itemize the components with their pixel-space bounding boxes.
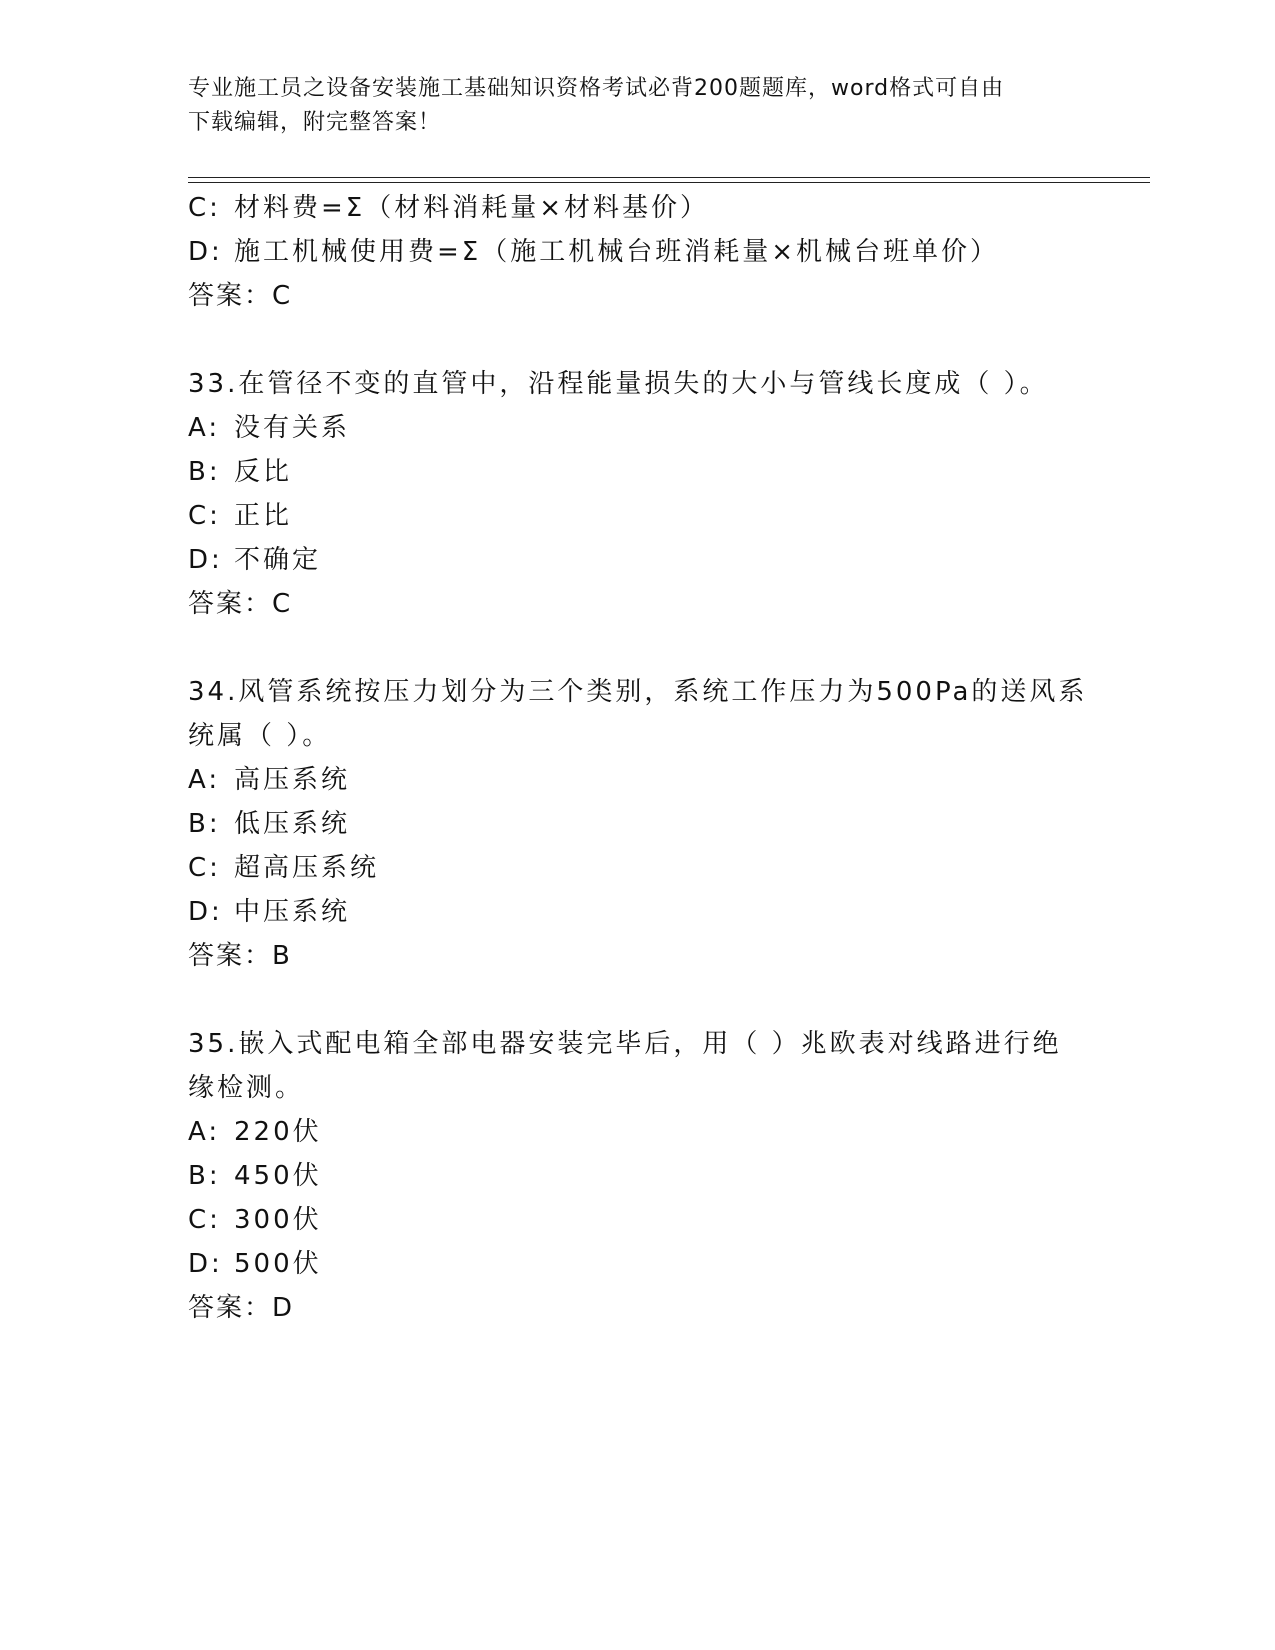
q33-option-d: [188, 543, 321, 577]
option-key: A:: [188, 1117, 221, 1147]
header-rule-bottom: [188, 182, 1150, 183]
q33-answer: 答案：C: [188, 589, 293, 619]
q34-stem-line-2: 统属（ ）。: [188, 721, 332, 751]
option-text: 材料费=Σ（材料消耗量×材料基价）: [234, 193, 709, 223]
q35-option-c: [188, 1203, 322, 1237]
option-text: 低压系统: [234, 809, 351, 839]
q34-option-d: [188, 895, 350, 929]
q35-option-a: [188, 1115, 322, 1149]
q35-stem-line-1: 35.嵌入式配电箱全部电器安装完毕后，用（ ）兆欧表对线路进行绝: [188, 1029, 1062, 1059]
prev-answer: 答案：C: [188, 281, 293, 311]
option-text: 300伏: [234, 1205, 322, 1235]
option-key: C:: [188, 193, 221, 223]
q34-stem-line-1: 34.风管系统按压力划分为三个类别，系统工作压力为500Pa的送风系: [188, 677, 1088, 707]
option-key: A:: [188, 413, 221, 443]
option-text: 中压系统: [234, 897, 351, 927]
q34-option-b: [188, 807, 350, 841]
q33-stem: 33.在管径不变的直管中，沿程能量损失的大小与管线长度成（ ）。: [188, 369, 1049, 399]
q35-answer: 答案：D: [188, 1293, 295, 1323]
option-text: 450伏: [234, 1161, 322, 1191]
option-text: 没有关系: [234, 413, 351, 443]
option-text: 500伏: [234, 1249, 322, 1279]
option-key: B:: [188, 457, 221, 487]
option-key: D:: [188, 897, 223, 927]
page-header: [188, 72, 1068, 140]
option-key: C:: [188, 1205, 221, 1235]
q33-option-b: [188, 455, 292, 489]
q34-option-a: [188, 763, 350, 797]
option-text: 反比: [234, 457, 293, 487]
option-key: C:: [188, 853, 221, 883]
option-text: 220伏: [234, 1117, 322, 1147]
prev-option-c: [188, 191, 709, 225]
q34-answer: 答案：B: [188, 941, 292, 971]
q33-option-c: [188, 499, 292, 533]
option-key: C:: [188, 501, 221, 531]
q35-option-b: [188, 1159, 322, 1193]
prev-option-d: [188, 235, 999, 269]
q35-option-d: [188, 1247, 322, 1281]
header-rule-top: [188, 177, 1150, 178]
option-key: D:: [188, 237, 223, 267]
q33-option-a: [188, 411, 350, 445]
header-line-2: 下载编辑，附完整答案！: [188, 110, 442, 135]
q34-option-c: [188, 851, 379, 885]
q35-stem-line-2: 缘检测。: [188, 1073, 305, 1103]
option-key: B:: [188, 1161, 221, 1191]
option-text: 施工机械使用费=Σ（施工机械台班消耗量×机械台班单价）: [234, 237, 999, 267]
option-key: D:: [188, 1249, 223, 1279]
option-text: 高压系统: [234, 765, 351, 795]
option-key: B:: [188, 809, 221, 839]
option-text: 超高压系统: [234, 853, 380, 883]
option-key: A:: [188, 765, 221, 795]
header-line-1: 专业施工员之设备安装施工基础知识资格考试必背200题题库，word格式可自由: [188, 76, 1005, 101]
option-text: 正比: [234, 501, 293, 531]
option-text: 不确定: [234, 545, 322, 575]
option-key: D:: [188, 545, 223, 575]
